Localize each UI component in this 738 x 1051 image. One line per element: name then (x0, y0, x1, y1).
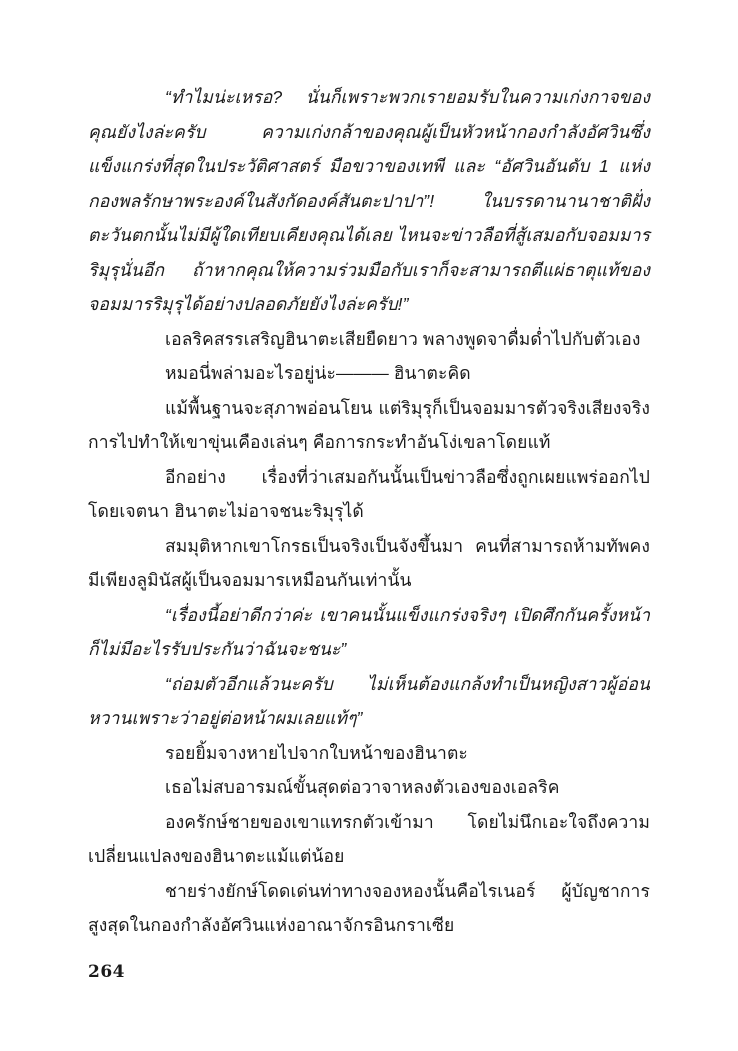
paragraph-1: “ทำไมน่ะเหรอ? นั่นก็เพราะพวกเรายอมรับในความเก่งกาจของคุณยังไงล่ะครับ ความเก่งกล้าของคุณผู้เป็นหัวหน้ากองกำลังอัศวินซึ่งแข็งแกร่งที่สุดในประวัติศาสตร์ มือขวาของเทพี และ “อัศวินอันดับ 1 แห่งกองพลรักษาพระองค์ในสังกัดองค์สันตะปาปา”! ในบรรดานานาชาติฝั่งตะวันตกนั้นไม่มีผู้ใดเทียบเคียงคุณได้เลย ไหนจะข่าวลือที่สู้เสมอกับจอมมารริมุรุนั่นอีก ถ้าหากคุณให้ความร่วมมือกับเราก็จะสามารถตีแผ่ธาตุแท้ของจอมมารริมุรุได้อย่างปลอดภัยยังไงล่ะครับ!” (88, 87, 650, 314)
paragraph-11: องครักษ์ชายของเขาแทรกตัวเข้ามา โดยไม่นึกเอะใจถึงความเปลี่ยนแปลงของฮินาตะแม้แต่น้อย (88, 811, 650, 866)
paragraph-12: ชายร่างยักษ์โดดเด่นท่าทางจองหองนั้นคือไรเนอร์ ผู้บัญชาการสูงสุดในกองกำลังอัศวินแห่งอาณาจักรอินกราเซีย (88, 880, 650, 935)
paragraph-7: “เรื่องนี้อย่าดีกว่าค่ะ เขาคนนั้นแข็งแกร่งจริงๆ เปิดศึกกันครั้งหน้าก็ไม่มีอะไรรับประกันว่าฉันจะชนะ” (88, 604, 650, 659)
paragraph-4: แม้พื้นฐานจะสุภาพอ่อนโยน แต่ริมุรุก็เป็นจอมมารตัวจริงเสียงจริง การไปทำให้เขาขุ่นเคืองเล่นๆ คือการกระทำอันโง่เขลาโดยแท้ (88, 397, 650, 452)
paragraph-2: เอลริคสรรเสริญฮินาตะเสียยืดยาว พลางพูดจาดื่มด่ำไปกับตัวเอง (165, 328, 641, 349)
paragraph-10: เธอไม่สบอารมณ์ขั้นสุดต่อวาจาหลงตัวเองของเอลริค (165, 777, 560, 797)
page-number: 264 (88, 962, 125, 982)
paragraph-8: “ถ่อมตัวอีกแล้วนะครับ ไม่เห็นต้องแกล้งทำเป็นหญิงสาวผู้อ่อนหวานเพราะว่าอยู่ต่อหน้าผมเลยแท้ๆ” (88, 673, 650, 728)
paragraph-6: สมมุติหากเขาโกรธเป็นจริงเป็นจังขึ้นมา คนที่สามารถห้ามทัพคงมีเพียงลูมินัสผู้เป็นจอมมารเหมือนกันเท่านั้น (88, 535, 650, 590)
paragraph-5: อีกอย่าง เรื่องที่ว่าเสมอกันนั้นเป็นข่าวลือซึ่งถูกเผยแพร่ออกไปโดยเจตนา ฮินาตะไม่อาจชนะริมุรุได้ (88, 466, 650, 521)
page-body (88, 80, 650, 943)
paragraph-9: รอยยิ้มจางหายไปจากใบหน้าของฮินาตะ (165, 742, 468, 763)
paragraph-3: หมอนี่พล่ามอะไรอยู่น่ะ——— ฮินาตะคิด (165, 363, 471, 383)
